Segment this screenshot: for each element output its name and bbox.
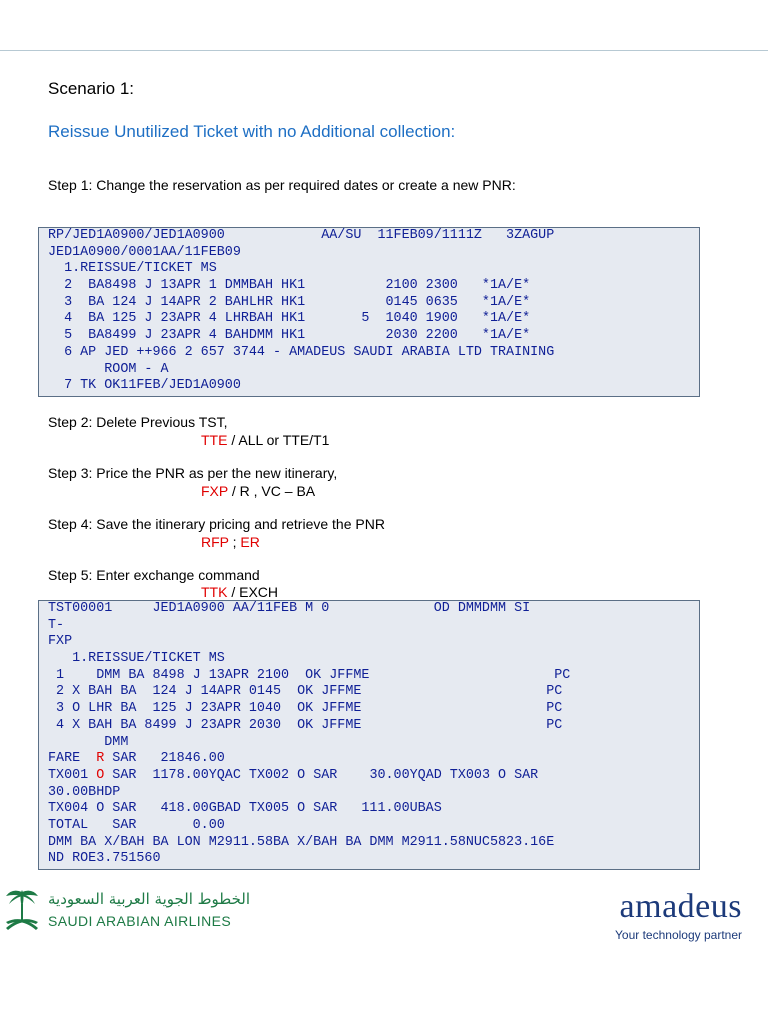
fare-amount: SAR 21846.00 xyxy=(104,751,225,767)
command-keyword: TTE xyxy=(201,432,228,448)
pnr-line: 6 AP JED ++966 2 657 3744 - AMADEUS SAUDI ARABIA LTD TRAINING xyxy=(48,344,555,360)
pnr-line: 4 BA 125 J 23APR 4 LHRBAH HK1 5 1040 1900 *1A/E* xyxy=(48,311,531,327)
tst-line: DMM BA X/BAH BA LON M2911.58BA X/BAH BA DMM M2911.58NUC5823.16E xyxy=(48,834,555,850)
step-4-command xyxy=(201,534,260,550)
tst-terminal-block xyxy=(38,600,700,870)
step-3-text: Step 3: Price the PNR as per the new itinerary, xyxy=(48,465,338,481)
tst-line: TOTAL SAR 0.00 xyxy=(48,817,225,833)
tax-label: TX001 xyxy=(48,767,97,783)
amadeus-tagline: Your technology partner xyxy=(615,928,742,942)
pnr-line: 3 BA 124 J 14APR 2 BAHLHR HK1 0145 0635 *1A/E* xyxy=(48,294,531,310)
amadeus-logo xyxy=(560,888,760,948)
tst-line: 4 X BAH BA 8499 J 23APR 2030 OK JFFME PC xyxy=(48,717,563,733)
header-rule xyxy=(0,50,768,51)
command-args: / EXCH xyxy=(227,584,279,600)
tst-line: FXP xyxy=(48,634,73,650)
pnr-line: 7 TK OK11FEB/JED1A0900 xyxy=(48,378,241,394)
pnr-line: ROOM - A xyxy=(48,361,169,377)
tax-detail: SAR 1178.00YQAC TX002 O SAR 30.00YQAD TX003 O SAR xyxy=(104,767,539,783)
section-heading: Reissue Unutilized Ticket with no Additional collection: xyxy=(48,122,456,141)
step-3-command xyxy=(201,483,315,499)
pnr-line: 2 BA8498 J 13APR 1 DMMBAH HK1 2100 2300 *1A/E* xyxy=(48,278,531,294)
tst-fare-line xyxy=(48,751,699,768)
tst-line: 30.00BHDP xyxy=(48,784,121,800)
command-keyword-2: ER xyxy=(240,534,260,550)
step-5-command xyxy=(201,584,278,600)
tst-line: 2 X BAH BA 124 J 14APR 0145 OK JFFME PC xyxy=(48,684,563,700)
step-1-text: Step 1: Change the reservation as per required dates or create a new PNR: xyxy=(48,177,516,193)
tax-indicator: O xyxy=(96,767,105,783)
scenario-title: Scenario 1: xyxy=(48,79,134,98)
command-keyword: RFP xyxy=(201,534,229,550)
pnr-line: JED1A0900/0001AA/11FEB09 xyxy=(48,244,241,260)
airline-name-arabic: الخطوط الجوية العربية السعودية xyxy=(48,890,251,908)
fare-label: FARE xyxy=(48,751,97,767)
saudi-arabian-airlines-logo xyxy=(0,882,260,942)
step-2-command xyxy=(201,432,329,448)
tst-line: DMM xyxy=(48,734,129,750)
command-keyword: FXP xyxy=(201,483,228,499)
tst-line: ND ROE3.751560 xyxy=(48,851,161,867)
tst-line: T- xyxy=(48,617,65,633)
step-5-text: Step 5: Enter exchange command xyxy=(48,567,260,583)
airline-name-english: SAUDI ARABIAN AIRLINES xyxy=(48,913,232,929)
tst-line: 1 DMM BA 8498 J 13APR 2100 OK JFFME PC xyxy=(48,667,571,683)
step-4-text: Step 4: Save the itinerary pricing and retrieve the PNR xyxy=(48,516,385,532)
command-args: / R , VC – BA xyxy=(227,483,316,499)
step-2-text: Step 2: Delete Previous TST, xyxy=(48,414,228,430)
command-args: / ALL or TTE/T1 xyxy=(227,432,330,448)
pnr-line: 5 BA8499 J 23APR 4 BAHDMM HK1 2030 2200 *1A/E* xyxy=(48,328,531,344)
fare-indicator: R xyxy=(96,751,105,767)
tst-tax-line xyxy=(48,768,699,785)
tst-line: TX004 O SAR 418.00GBAD TX005 O SAR 111.00UBAS xyxy=(48,801,442,817)
pnr-line: 1.REISSUE/TICKET MS xyxy=(48,261,217,277)
pnr-terminal-block xyxy=(38,227,700,397)
tst-line: TST00001 JED1A0900 AA/11FEB M 0 OD DMMDMM SI xyxy=(48,601,531,616)
amadeus-wordmark: amadeus xyxy=(619,888,742,925)
command-keyword: TTK xyxy=(201,584,228,600)
tst-line: 3 O LHR BA 125 J 23APR 1040 OK JFFME PC xyxy=(48,701,563,717)
pnr-line: RP/JED1A0900/JED1A0900 AA/SU 11FEB09/1111Z 3ZAGUP xyxy=(48,228,555,243)
tst-line: 1.REISSUE/TICKET MS xyxy=(48,651,225,667)
command-separator: ; xyxy=(228,534,241,550)
